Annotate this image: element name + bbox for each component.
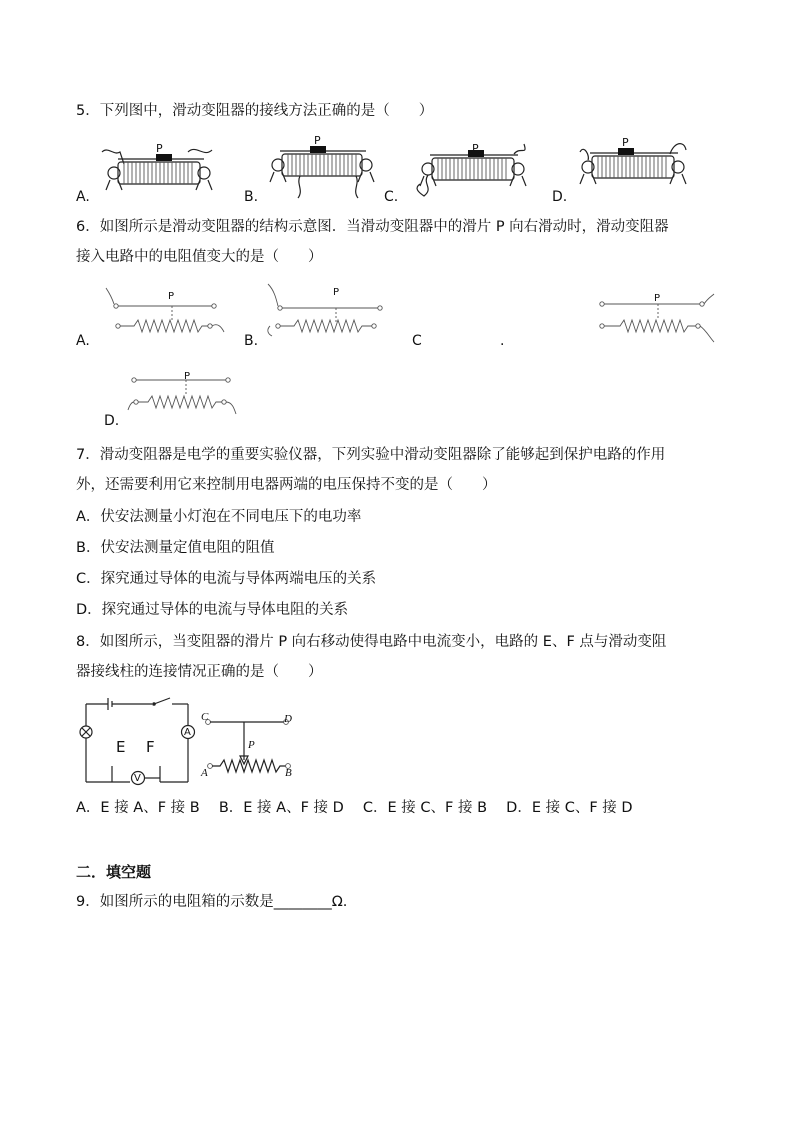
q7-choice-a: A．伏安法测量小灯泡在不同电压下的电功率 [76, 509, 362, 525]
q5-option-c: C. [384, 189, 399, 205]
q6-slider-label-b: P [333, 287, 340, 298]
q7-choice-c: C．探究通过导体的电流与导体两端电压的关系 [76, 571, 377, 587]
q6-slider-label-c: P [654, 293, 661, 304]
q8-choices: A．E 接 A、F 接 B B．E 接 A、F 接 D C．E 接 C、F 接 B D．E 接 C、F 接 D [76, 800, 633, 816]
q8-terminal-b-label: B [285, 767, 292, 779]
q7-line2: 外，还需要利用它来控制用电器两端的电压保持不变的是（ ） [76, 477, 497, 493]
q8-terminal-a-label: A [201, 767, 208, 779]
q8-slider-p-label: P [248, 739, 255, 751]
q6-line1: 6．如图所示是滑动变阻器的结构示意图．当滑动变阻器中的滑片 P 向右滑动时，滑动变阻器 [76, 219, 669, 235]
q6-slider-label-d: P [184, 371, 191, 382]
q5-option-a: A. [76, 189, 90, 205]
q5-slider-label-b: P [314, 134, 321, 147]
q8-point-e-label: E [116, 738, 126, 756]
q7-line1: 7．滑动变阻器是电学的重要实验仪器，下列实验中滑动变阻器除了能够起到保护电路的作用 [76, 447, 666, 463]
q5-slider-label-c: P [472, 142, 479, 155]
q5-rheostat-b-figure [270, 140, 380, 200]
q7-choice-b: B．伏安法测量定值电阻的阻值 [76, 540, 275, 556]
q6-diagram-b [264, 282, 394, 334]
q7-choice-d: D．探究通过导体的电流与导体电阻的关系 [76, 602, 349, 618]
q8-line1: 8．如图所示，当变阻器的滑片 P 向右移动使得电路中电流变小，电路的 E、F 点与滑动变阻 [76, 634, 667, 650]
q5-rheostat-c-figure [410, 142, 530, 198]
q5-option-b: B. [244, 189, 259, 205]
q5-rheostat-d-figure [580, 138, 700, 194]
section2-heading: 二．填空题 [76, 863, 152, 881]
q6-option-c: C [412, 333, 422, 349]
q5-option-d: D. [552, 189, 568, 205]
q8-rheostat-diagram [200, 712, 310, 782]
q5-slider-label-d: P [622, 136, 629, 149]
q5-slider-label-a: P [156, 142, 163, 155]
q6-option-d: D. [104, 413, 120, 429]
q8-ammeter-label: A [184, 727, 191, 738]
q6-option-b: B. [244, 333, 259, 349]
q6-slider-label-a: P [168, 291, 175, 302]
q5-stem: 5．下列图中，滑动变阻器的接线方法正确的是（ ） [76, 103, 434, 119]
q8-point-f-label: F [146, 738, 155, 756]
q6-option-a: A. [76, 333, 90, 349]
q8-terminal-c-label: C [201, 711, 209, 723]
q9-text: 9．如图所示的电阻箱的示数是________Ω. [76, 894, 348, 910]
q6-option-c-dot: . [500, 333, 505, 349]
q8-terminal-d-label: D [284, 713, 292, 725]
q6-line2: 接入电路中的电阻值变大的是（ ） [76, 249, 323, 265]
q8-line2: 器接线柱的连接情况正确的是（ ） [76, 664, 323, 680]
q8-voltmeter-label: V [134, 773, 141, 784]
